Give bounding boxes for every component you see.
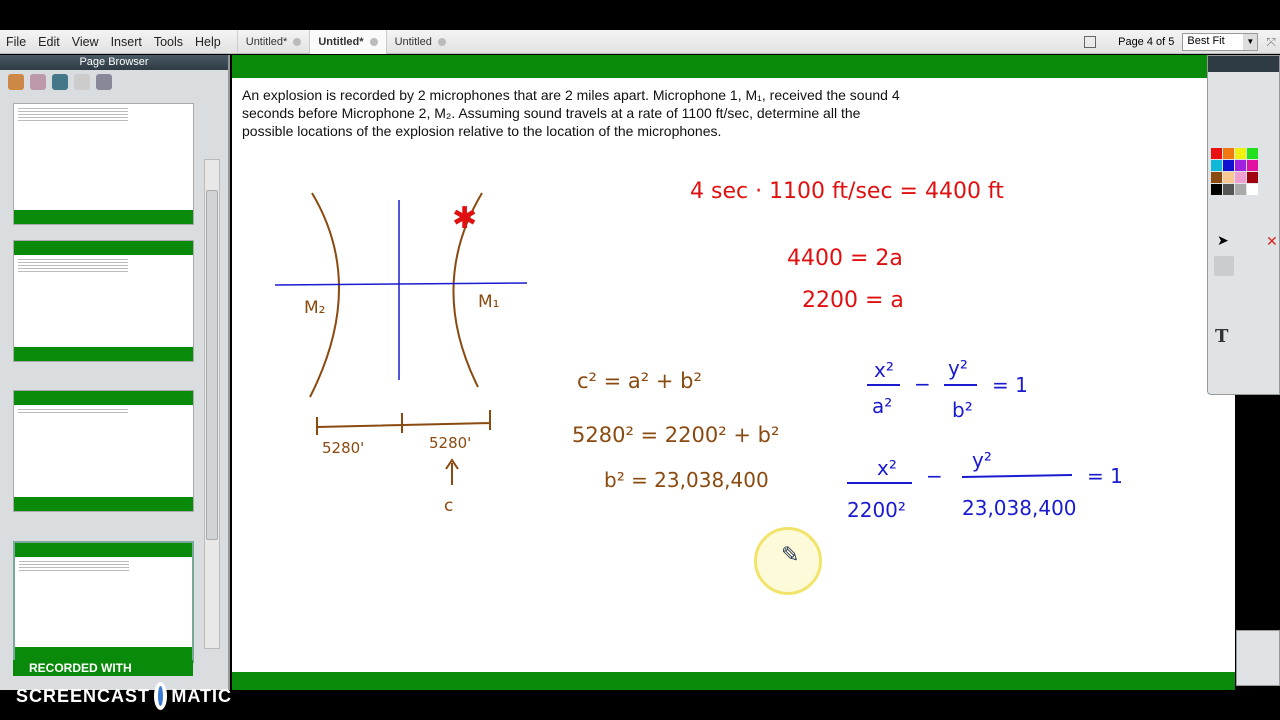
trash-icon[interactable] bbox=[1236, 630, 1280, 686]
minus-sign: − bbox=[926, 464, 943, 488]
menu-help[interactable]: Help bbox=[195, 34, 221, 49]
distance-marks bbox=[317, 410, 490, 435]
explosion-star-icon: ✱ bbox=[452, 201, 478, 236]
minus-sign: − bbox=[914, 372, 931, 396]
color-swatch[interactable] bbox=[1235, 148, 1246, 159]
color-swatch[interactable] bbox=[1247, 172, 1258, 183]
tab-label: Untitled* bbox=[245, 35, 288, 48]
handwritten-work bbox=[232, 55, 1235, 690]
page-thumbnail-2[interactable] bbox=[13, 240, 194, 362]
pen-icon: ✎ bbox=[781, 542, 800, 567]
color-swatch[interactable] bbox=[1223, 148, 1234, 159]
hyperbola-general-x: x² bbox=[874, 358, 894, 382]
tab-1[interactable] bbox=[237, 30, 310, 54]
close-icon[interactable] bbox=[293, 38, 301, 46]
hyperbola-final-b: 23,038,400 bbox=[962, 496, 1077, 520]
menu-edit[interactable]: Edit bbox=[38, 34, 60, 49]
tab-label: Untitled bbox=[394, 35, 432, 48]
menu-file[interactable]: File bbox=[6, 34, 27, 49]
page-thumbnail-1[interactable] bbox=[13, 103, 194, 225]
problem-text: An explosion is recorded by 2 microphones that are 2 miles apart. Microphone 1, M₁, received the sound 4 seconds before Microphone 2, M₂. Assuming sound travels at a rate of 1100 ft/sec, determine all the possible locations of the explosion relative to the location of the microphones. bbox=[242, 87, 900, 139]
color-swatch[interactable] bbox=[1223, 160, 1234, 171]
color-swatch[interactable] bbox=[1211, 148, 1222, 159]
arrow-up bbox=[446, 460, 458, 485]
color-swatch[interactable] bbox=[1211, 160, 1222, 171]
color-swatch[interactable] bbox=[1223, 184, 1234, 195]
equation-b-squared: b² = 23,038,400 bbox=[604, 468, 769, 492]
gallery-icon[interactable] bbox=[52, 74, 68, 90]
media-icon[interactable] bbox=[30, 74, 46, 90]
watermark bbox=[0, 660, 232, 710]
pen-cursor-highlight bbox=[754, 527, 822, 595]
zoom-select[interactable] bbox=[1182, 33, 1258, 51]
page-browser bbox=[0, 55, 230, 690]
color-swatch[interactable] bbox=[1235, 172, 1246, 183]
hyperbola-final-x: x² bbox=[877, 456, 897, 480]
page-browser-toolbar bbox=[0, 70, 228, 94]
menu-insert[interactable]: Insert bbox=[110, 34, 142, 49]
text-tool-icon[interactable]: T bbox=[1215, 326, 1229, 347]
color-swatch[interactable] bbox=[1235, 184, 1246, 195]
color-swatch[interactable] bbox=[1247, 160, 1258, 171]
color-swatch[interactable] bbox=[1211, 172, 1222, 183]
page-browser-scrollbar[interactable] bbox=[204, 159, 220, 649]
page-thumbnail-3[interactable] bbox=[13, 390, 194, 512]
color-swatch[interactable] bbox=[1211, 184, 1222, 195]
label-m1: M₁ bbox=[478, 292, 500, 312]
menu-bar bbox=[0, 30, 1280, 54]
hyperbola-final-a: 2200² bbox=[847, 498, 906, 522]
pen-tool-icon[interactable] bbox=[1214, 256, 1234, 276]
menu-tools[interactable]: Tools bbox=[153, 34, 184, 49]
equation-pythagorean: c² = a² + b² bbox=[577, 369, 702, 393]
hyperbola-general-b: b² bbox=[952, 398, 973, 422]
close-icon[interactable] bbox=[370, 38, 378, 46]
color-swatch[interactable] bbox=[1223, 172, 1234, 183]
tab-3[interactable] bbox=[386, 30, 454, 54]
page-thumbnail-4[interactable] bbox=[13, 541, 194, 663]
hyperbola-general-y: y² bbox=[948, 356, 968, 380]
tab-label: Untitled* bbox=[318, 35, 364, 48]
hyperbola-final-y: y² bbox=[972, 448, 992, 472]
page-view-icon[interactable] bbox=[1084, 36, 1096, 48]
watermark-line1: RECORDED WITH bbox=[13, 660, 193, 676]
hyperbola-general-equals: = 1 bbox=[992, 373, 1028, 397]
menu-view[interactable]: View bbox=[71, 34, 99, 49]
equation-2a: 4400 = 2a bbox=[787, 246, 903, 271]
fullscreen-icon[interactable]: ⤧ bbox=[1266, 34, 1276, 49]
page-indicator: Page 4 of 5 bbox=[1118, 36, 1175, 48]
slides-icon[interactable] bbox=[8, 74, 24, 90]
palette-title-bar[interactable] bbox=[1208, 56, 1279, 72]
label-distance-2: 5280' bbox=[429, 434, 472, 452]
select-arrow-icon[interactable]: ➤ bbox=[1217, 232, 1229, 248]
logo-icon bbox=[154, 682, 167, 710]
hyperbola-final-equals: = 1 bbox=[1087, 464, 1123, 488]
delete-icon[interactable]: ✕ bbox=[1266, 233, 1278, 249]
watermark-brand: SCREENCAST bbox=[16, 685, 151, 706]
equation-a: 2200 = a bbox=[802, 288, 904, 313]
chevron-down-icon: ▼ bbox=[1243, 34, 1257, 50]
hyperbola-general-a: a² bbox=[872, 394, 893, 418]
page-browser-title: Page Browser bbox=[0, 55, 228, 70]
close-icon[interactable] bbox=[438, 38, 446, 46]
whiteboard-canvas[interactable] bbox=[232, 55, 1235, 690]
notes-icon[interactable] bbox=[74, 74, 90, 90]
label-distance-1: 5280' bbox=[322, 439, 365, 457]
color-swatch[interactable] bbox=[1247, 184, 1258, 195]
color-swatch[interactable] bbox=[1247, 148, 1258, 159]
attachments-icon[interactable] bbox=[96, 74, 112, 90]
tools-palette bbox=[1207, 55, 1280, 395]
equation-substituted: 5280² = 2200² + b² bbox=[572, 423, 780, 447]
tab-2[interactable] bbox=[309, 30, 385, 54]
equation-distance: 4 sec · 1100 ft/sec = 4400 ft bbox=[690, 179, 1004, 204]
color-swatch[interactable] bbox=[1235, 160, 1246, 171]
label-c: c bbox=[444, 496, 454, 516]
hyperbola-left-branch bbox=[310, 193, 339, 397]
watermark-brand-2: MATIC bbox=[171, 685, 232, 706]
zoom-value: Best Fit bbox=[1187, 35, 1225, 47]
label-m2: M₂ bbox=[304, 298, 326, 318]
